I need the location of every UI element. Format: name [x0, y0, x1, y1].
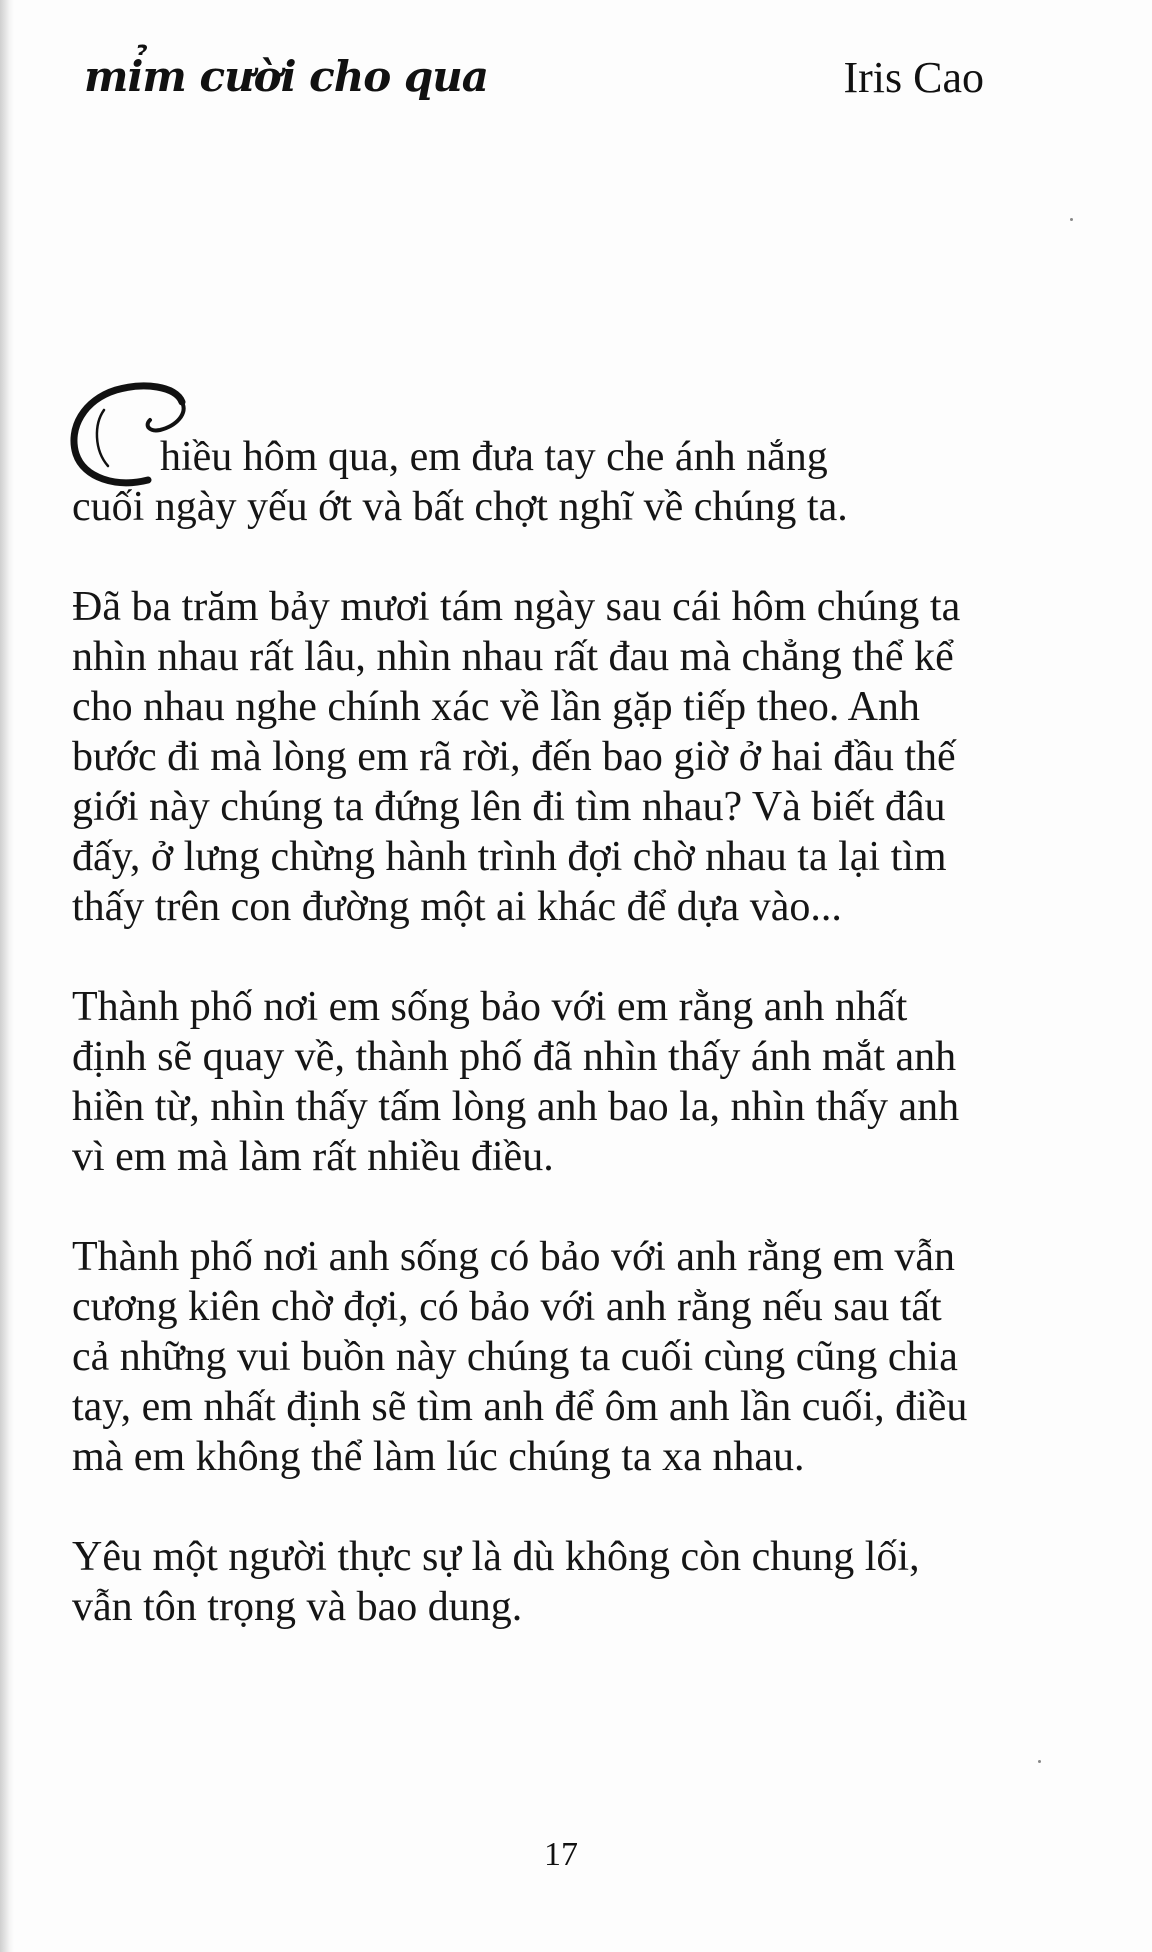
- paragraph-4: Thành phố nơi anh sống có bảo với anh rằng em vẫn cương kiên chờ đợi, có bảo với anh rằng nếu sau tất cả những vui buồn này chúng ta cuối cùng cũng chia tay, em nhất định sẽ tìm anh để ôm anh lần cuối, điều mà em không thể làm lúc chúng ta xa nhau.: [72, 1234, 968, 1480]
- page-spine-shadow: [0, 0, 14, 1952]
- body-text: [72, 432, 972, 1682]
- paragraph-5: Yêu một người thực sự là dù không còn chung lối, vẫn tôn trọng và bao dung.: [72, 1534, 920, 1630]
- paragraph-1: [72, 432, 972, 532]
- paragraph-1-first-line: hiều hôm qua, em đưa tay che ánh nắng: [160, 434, 828, 480]
- scan-speck: [1070, 218, 1073, 221]
- paragraph-2: Đã ba trăm bảy mươi tám ngày sau cái hôm chúng ta nhìn nhau rất lâu, nhìn nhau rất đau mà chẳng thể kể cho nhau nghe chính xác về lần gặp tiếp theo. Anh bước đi mà lòng em rã rời, đến bao giờ ở hai đầu thế giới này chúng ta đứng lên đi tìm nhau? Và biết đâu đấy, ở lưng chừng hành trình đợi chờ nhau ta lại tìm thấy trên con đường một ai khác để dựa vào...: [72, 584, 961, 930]
- dropcap-c-ornament: [64, 380, 204, 500]
- running-header-title: mỉm cười cho qua: [84, 52, 489, 101]
- paragraph-1-rest: cuối ngày yếu ớt và bất chợt nghĩ về chúng ta.: [72, 484, 848, 530]
- scan-speck: [1038, 1760, 1041, 1763]
- running-header-author: Iris Cao: [843, 53, 984, 102]
- paragraph-3: Thành phố nơi em sống bảo với em rằng anh nhất định sẽ quay về, thành phố đã nhìn thấy ánh mắt anh hiền từ, nhìn thấy tấm lòng anh bao la, nhìn thấy anh vì em mà làm rất nhiều điều.: [72, 984, 960, 1180]
- page-number: 17: [544, 1836, 578, 1873]
